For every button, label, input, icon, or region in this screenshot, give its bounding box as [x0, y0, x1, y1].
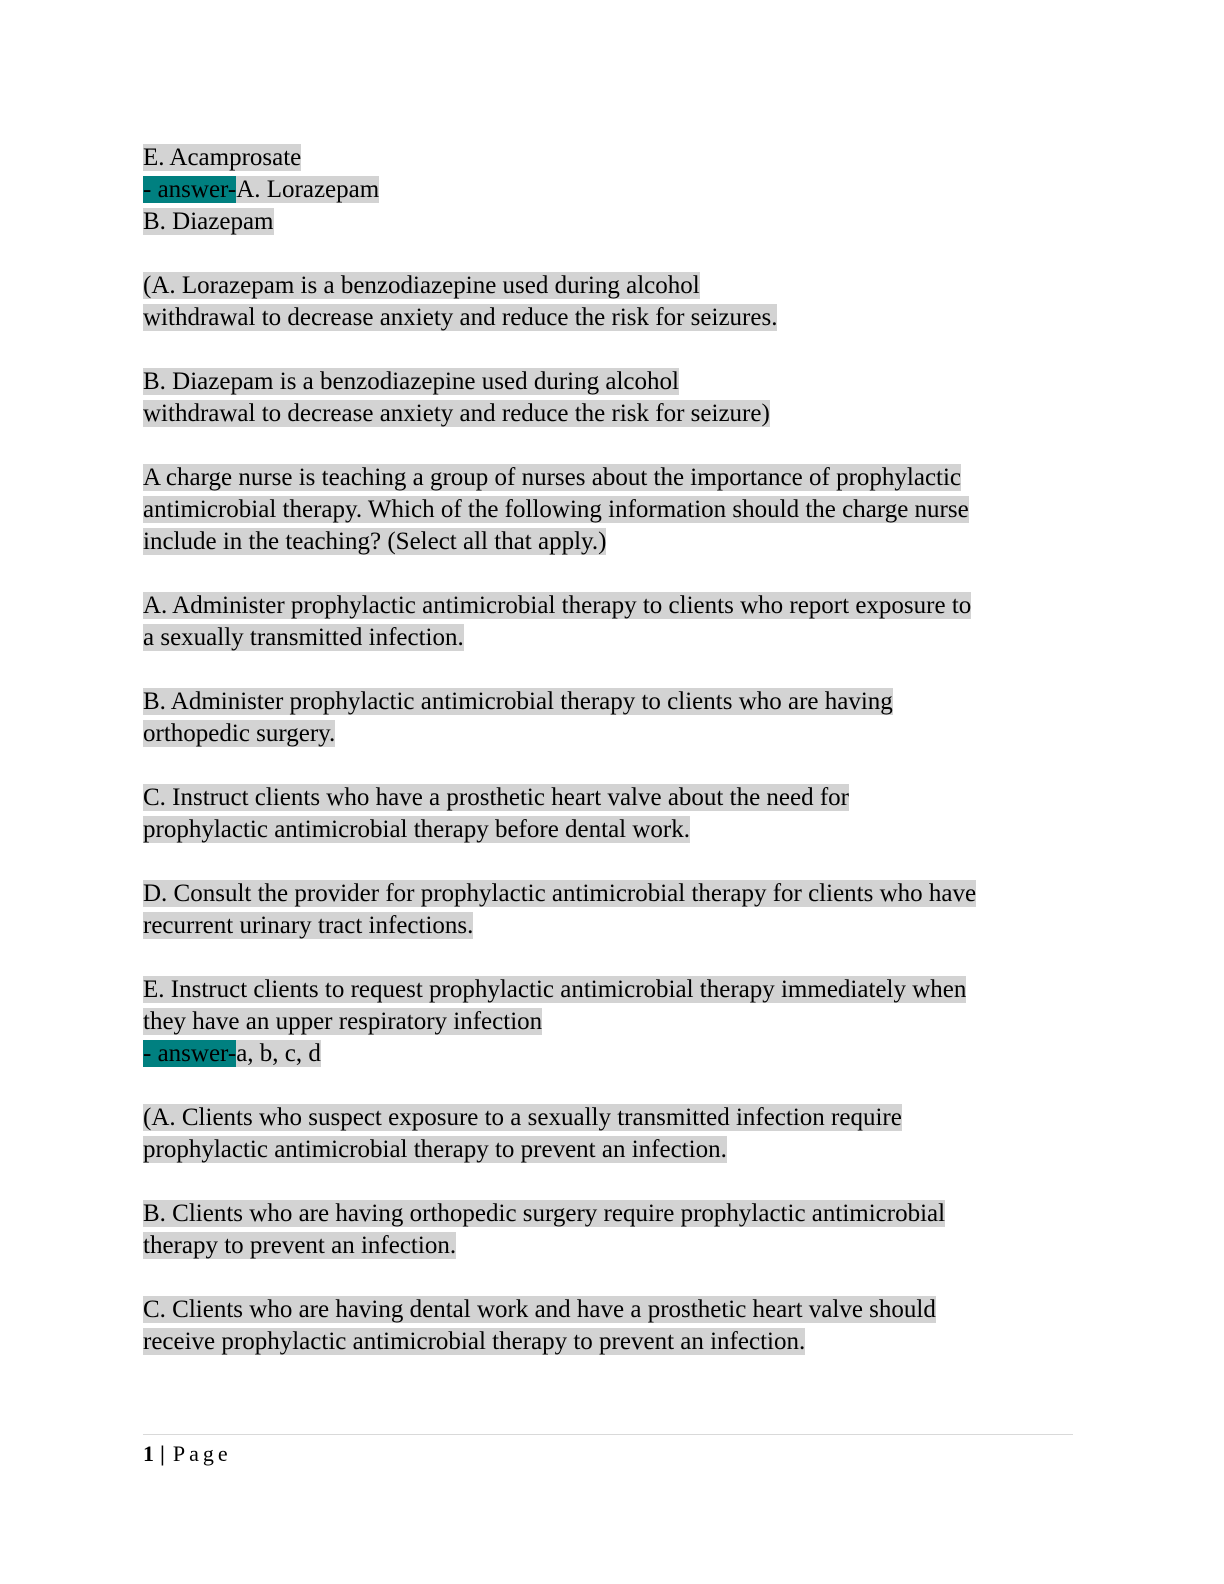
text-line: (A. Lorazepam is a benzodiazepine used during alcohol	[143, 272, 700, 299]
paragraph-gap	[143, 334, 1083, 366]
text-line: receive prophylactic antimicrobial therapy to prevent an infection.	[143, 1328, 806, 1355]
option-line: E. Instruct clients to request prophylactic antimicrobial therapy immediately when	[143, 976, 967, 1003]
answer-line: - answer-a, b, c, d	[143, 1040, 321, 1067]
question-line: antimicrobial therapy. Which of the following information should the charge nurse	[143, 496, 969, 523]
text-line: withdrawal to decrease anxiety and reduce the risk for seizure)	[143, 400, 770, 427]
option-line: A. Administer prophylactic antimicrobial therapy to clients who report exposure to	[143, 592, 972, 619]
document-body	[143, 142, 1083, 1358]
option-line: D. Consult the provider for prophylactic antimicrobial therapy for clients who have	[143, 880, 977, 907]
paragraph-gap	[143, 1070, 1083, 1102]
answer-tag: - answer-	[143, 176, 237, 203]
text-line: B. Diazepam is a benzodiazepine used during alcohol	[143, 368, 679, 395]
option-line: prophylactic antimicrobial therapy before dental work.	[143, 816, 691, 843]
page-label: Page	[172, 1441, 232, 1466]
paragraph-gap	[143, 1262, 1083, 1294]
option-line: orthopedic surgery.	[143, 720, 336, 747]
option-line: a sexually transmitted infection.	[143, 624, 464, 651]
text-line: C. Clients who are having dental work and have a prosthetic heart valve should	[143, 1296, 936, 1323]
option-line: C. Instruct clients who have a prosthetic heart valve about the need for	[143, 784, 850, 811]
footer-separator: |	[160, 1441, 165, 1466]
option-line: recurrent urinary tract infections.	[143, 912, 474, 939]
answer-line: - answer-A. Lorazepam	[143, 176, 380, 203]
text-line: prophylactic antimicrobial therapy to prevent an infection.	[143, 1136, 727, 1163]
text-line: therapy to prevent an infection.	[143, 1232, 457, 1259]
page-footer	[143, 1440, 232, 1468]
paragraph-gap	[143, 1166, 1083, 1198]
paragraph-gap	[143, 750, 1083, 782]
paragraph-gap	[143, 942, 1083, 974]
text-line: withdrawal to decrease anxiety and reduce the risk for seizures.	[143, 304, 778, 331]
paragraph-gap	[143, 558, 1083, 590]
question-line: include in the teaching? (Select all that apply.)	[143, 528, 607, 555]
text-line: B. Clients who are having orthopedic surgery require prophylactic antimicrobial	[143, 1200, 946, 1227]
option-line: they have an upper respiratory infection	[143, 1008, 543, 1035]
paragraph-gap	[143, 846, 1083, 878]
text-line: (A. Clients who suspect exposure to a sexually transmitted infection require	[143, 1104, 902, 1131]
page-number: 1	[143, 1441, 154, 1466]
paragraph-gap	[143, 430, 1083, 462]
footer-divider	[143, 1434, 1073, 1435]
paragraph-gap	[143, 654, 1083, 686]
paragraph-gap	[143, 238, 1083, 270]
option-line: B. Administer prophylactic antimicrobial therapy to clients who are having	[143, 688, 893, 715]
text-line: E. Acamprosate	[143, 144, 302, 171]
text-line: B. Diazepam	[143, 208, 274, 235]
question-line: A charge nurse is teaching a group of nurses about the importance of prophylactic	[143, 464, 962, 491]
answer-tag: - answer-	[143, 1040, 237, 1067]
